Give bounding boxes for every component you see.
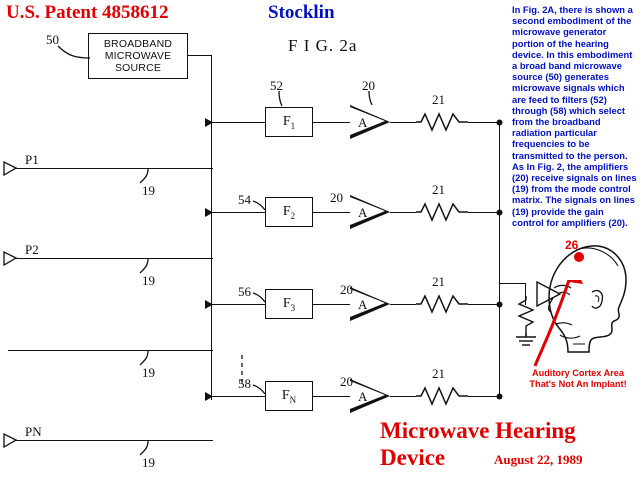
ref-19-row3: 19 xyxy=(142,365,155,380)
ref-56: 56 xyxy=(238,284,251,299)
leader-19-row3 xyxy=(136,350,152,368)
summing-bus xyxy=(499,122,500,397)
ref-54: 54 xyxy=(238,192,251,207)
port-p2-terminal xyxy=(2,250,18,268)
filter-box-3 xyxy=(265,289,313,319)
port-p1-terminal xyxy=(2,160,18,178)
filter-n-label: $F_N$ xyxy=(281,387,297,405)
junction-dot-row4 xyxy=(495,392,504,401)
leader-56 xyxy=(252,291,268,305)
auditory-caption-line-2: That's Not An Implant! xyxy=(529,378,627,389)
page-title: U.S. Patent 4858612 xyxy=(6,2,169,23)
filter-box-1 xyxy=(265,107,313,137)
mode-line-1 xyxy=(8,168,213,169)
auditory-caption-line-1: Auditory Cortex Area xyxy=(531,368,625,378)
leader-19-row2 xyxy=(136,258,152,276)
mode-line-3 xyxy=(8,350,213,351)
port-pn-terminal xyxy=(2,432,18,450)
mode-line-4 xyxy=(8,440,213,441)
bus-vertical-trunk xyxy=(211,55,212,400)
row1-amp-out xyxy=(390,122,416,123)
junction-dot-row3 xyxy=(495,300,504,309)
ref-19-row2: 19 xyxy=(142,273,155,288)
amplifier-n xyxy=(350,379,390,413)
amp-n-label: A xyxy=(358,389,368,404)
row4-tap-arrow xyxy=(203,391,215,402)
row1-filter-to-amp xyxy=(313,122,350,123)
ref-52: 52 xyxy=(270,78,283,93)
author-name: Stocklin xyxy=(268,2,335,23)
auditory-cortex-dot xyxy=(572,250,586,264)
source-line-2: MICROWAVE xyxy=(104,50,172,62)
ref-26: 26 xyxy=(565,238,579,252)
source-line-3: SOURCE xyxy=(114,62,162,74)
resistor-3 xyxy=(416,292,468,316)
amp-3-label: A xyxy=(358,297,368,312)
port-label-pn: PN xyxy=(25,424,42,439)
leader-52 xyxy=(276,90,290,108)
leader-19-row4 xyxy=(136,440,152,458)
ref-50: 50 xyxy=(46,32,59,47)
port-label-p2: P2 xyxy=(25,242,39,257)
leader-58 xyxy=(252,383,268,397)
figure-label: F I G. 2a xyxy=(288,36,358,55)
ref-20-row2: 20 xyxy=(330,190,343,205)
port-label-p1: P1 xyxy=(25,152,39,167)
source-line-1: BROADBAND xyxy=(103,38,173,50)
row2-amp-out xyxy=(390,212,416,213)
resistor-2 xyxy=(416,200,468,224)
amplifier-3 xyxy=(350,287,390,321)
ref-21-row1: 21 xyxy=(432,92,445,107)
bus-from-source xyxy=(188,55,212,56)
row4-filter-to-amp xyxy=(313,396,350,397)
leader-20-row1 xyxy=(366,90,380,107)
row1-filter-input-line xyxy=(211,122,265,123)
ref-58: 58 xyxy=(238,376,251,391)
filter-1-label: $F_1$ xyxy=(282,113,296,131)
ref-21-row4: 21 xyxy=(432,366,445,381)
row3-filter-to-amp xyxy=(313,304,350,305)
filter-box-2 xyxy=(265,197,313,227)
filter-3-label: $F_3$ xyxy=(282,295,296,313)
mode-line-2 xyxy=(8,258,213,259)
explanatory-note: In Fig. 2A, there is shown a second embodiment of the microwave generator portion of the hearing device. In this embodiment a broad band microwave source (50) generates microwave signals which are feed to filters (52) through (58) which select from the broadband radiation particular frequencies to be transmitted to the person. As In Fig. 2, the amplifiers (20) receive signals on lines (19) from the mode control matrix. The signals on lines (19) provide the gain control for amplifiers (20). xyxy=(512,4,637,228)
leader-54 xyxy=(252,199,268,213)
broadband-microwave-source-box xyxy=(88,33,188,79)
ref-20-row3: 20 xyxy=(340,282,353,297)
ref-19-row1: 19 xyxy=(142,183,155,198)
row3-tap-arrow xyxy=(203,299,215,310)
ref-21-row3: 21 xyxy=(432,274,445,289)
leader-19-row1 xyxy=(136,168,152,186)
junction-dot-row2 xyxy=(495,208,504,217)
filter-2-label: $F_2$ xyxy=(282,203,296,221)
auditory-cortex-caption xyxy=(516,368,640,389)
row4-amp-out xyxy=(390,396,416,397)
ref-21-row2: 21 xyxy=(432,182,445,197)
row1-tap-arrow xyxy=(203,117,215,128)
row2-tap-arrow xyxy=(203,207,215,218)
amplifier-1 xyxy=(350,105,390,139)
amp-1-label: A xyxy=(358,115,368,130)
amp-2-label: A xyxy=(358,205,368,220)
bottom-title-line-1: Microwave Hearing xyxy=(380,418,576,443)
ref-20-row1: 20 xyxy=(362,78,375,93)
row3-amp-out xyxy=(390,304,416,305)
filter-box-n xyxy=(265,381,313,411)
ref-19-row4: 19 xyxy=(142,455,155,470)
bottom-date: August 22, 1989 xyxy=(494,452,583,467)
resistor-1 xyxy=(416,110,468,134)
auditory-cortex-arrow xyxy=(505,280,595,372)
leader-50 xyxy=(56,42,92,64)
ref-20-row4: 20 xyxy=(340,374,353,389)
row2-filter-to-amp xyxy=(313,212,350,213)
junction-dot-row1 xyxy=(495,118,504,127)
resistor-n xyxy=(416,384,468,408)
amplifier-2 xyxy=(350,195,390,229)
bottom-title-line-2: Device xyxy=(380,445,446,470)
